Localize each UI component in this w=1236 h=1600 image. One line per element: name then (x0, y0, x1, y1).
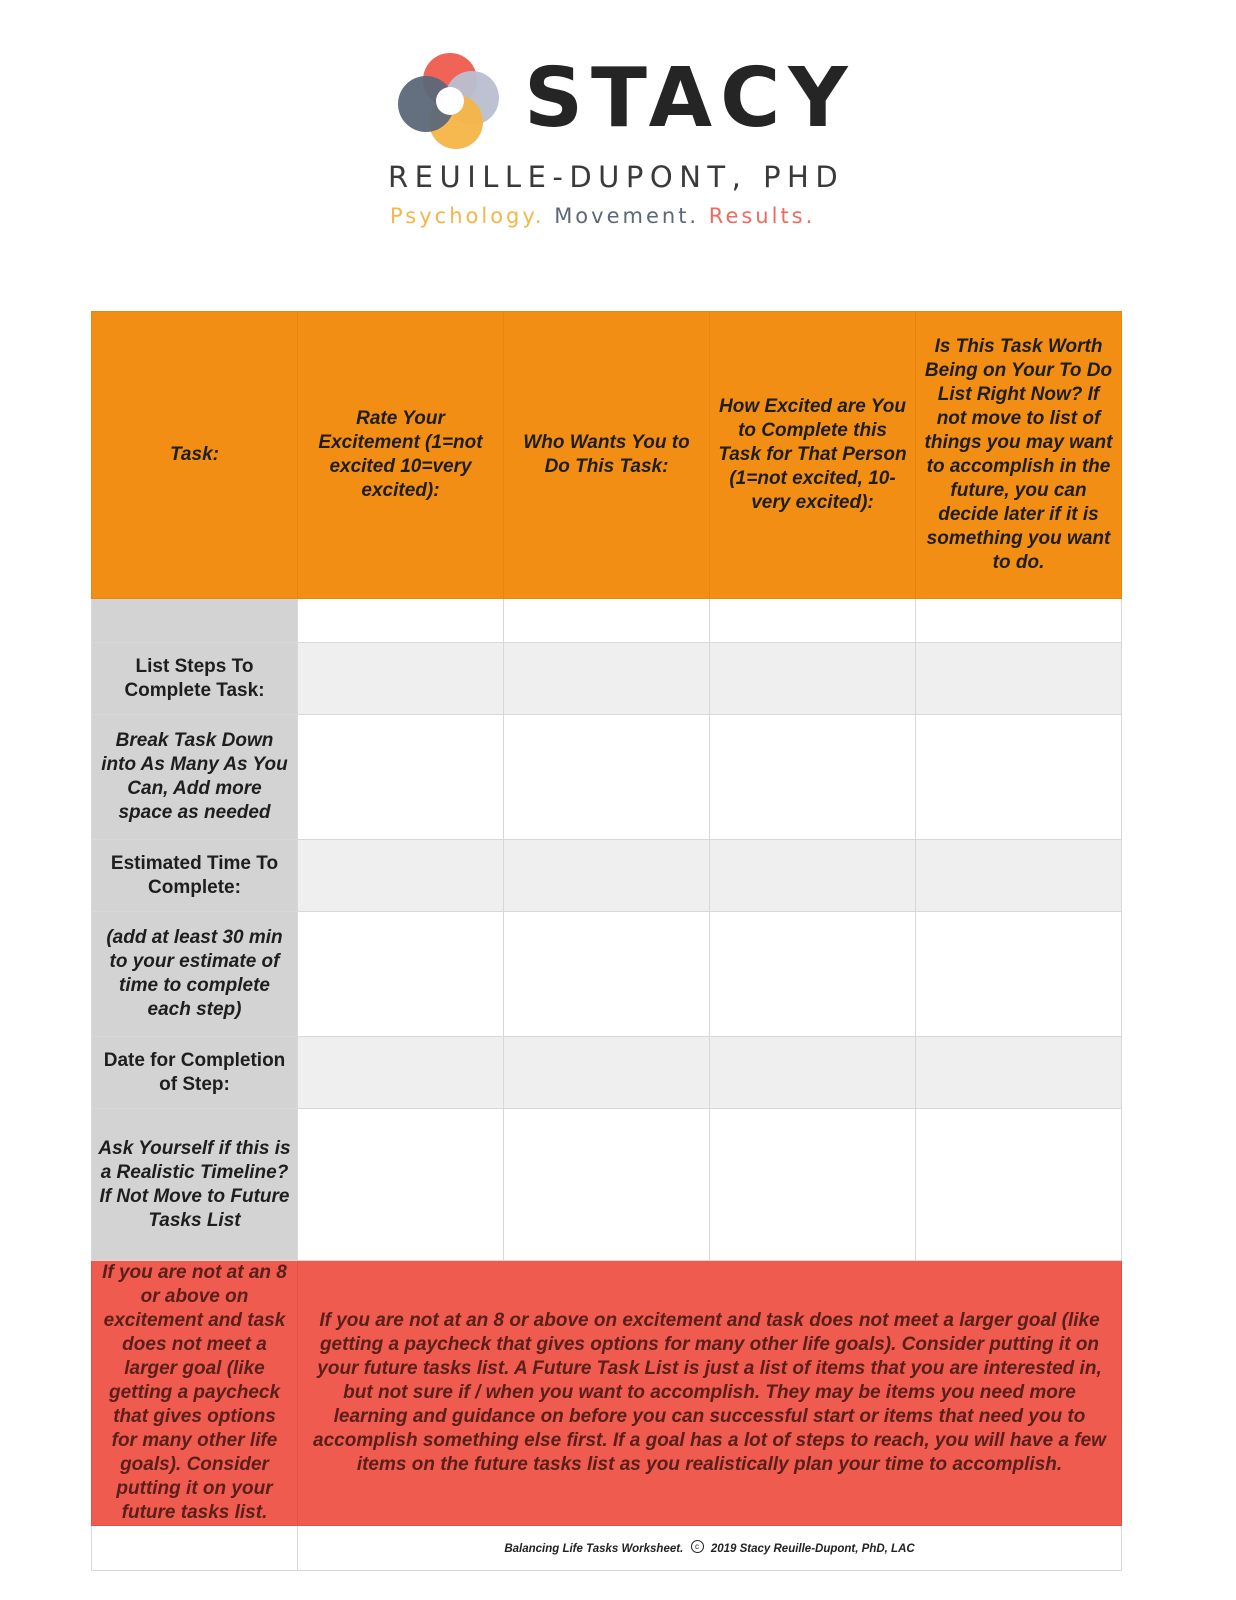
input-cell[interactable] (710, 715, 916, 840)
input-cell[interactable] (916, 1037, 1122, 1109)
footer-title: Balancing Life Tasks Worksheet. (504, 1543, 684, 1555)
row-label: Estimated Time To Complete: (92, 840, 298, 912)
copyright-icon: c (691, 1540, 704, 1553)
table-row (92, 599, 1122, 643)
input-cell[interactable] (504, 643, 710, 715)
input-cell[interactable] (298, 1037, 504, 1109)
input-cell[interactable] (710, 912, 916, 1037)
row-label: List Steps To Complete Task: (92, 643, 298, 715)
input-cell[interactable] (298, 715, 504, 840)
input-cell[interactable] (710, 643, 916, 715)
input-cell[interactable] (916, 715, 1122, 840)
header-excited-for-person: How Excited are You to Complete this Task for That Person (1=not excited, 10-very excited): (710, 312, 916, 599)
footer-cell (298, 1526, 1122, 1571)
header-logo (0, 0, 1236, 260)
header-row (92, 312, 1122, 599)
header-who-wants: Who Wants You to Do This Task: (504, 312, 710, 599)
input-cell[interactable] (298, 840, 504, 912)
row-label: Ask Yourself if this is a Realistic Timeline? If Not Move to Future Tasks List (92, 1109, 298, 1261)
input-cell[interactable] (710, 1109, 916, 1261)
header-worth-it: Is This Task Worth Being on Your To Do List Right Now? If not move to list of things you may want to accomplish in the future, you can decide later if it is something you want to do. (916, 312, 1122, 599)
note-row (92, 1261, 1122, 1526)
input-cell[interactable] (504, 840, 710, 912)
tagline-psychology: Psychology. (390, 204, 545, 228)
row-label: Break Task Down into As Many As You Can, Add more space as needed (92, 715, 298, 840)
note-left: If you are not at an 8 or above on excitement and task does not meet a larger goal (like getting a paycheck that gives options for many other life goals). Consider putting it on your future tasks list. (92, 1261, 298, 1526)
input-cell[interactable] (504, 1109, 710, 1261)
input-cell[interactable] (504, 912, 710, 1037)
input-cell[interactable] (710, 840, 916, 912)
row-label: (add at least 30 min to your estimate of time to complete each step) (92, 912, 298, 1037)
input-cell[interactable] (710, 599, 916, 643)
table-row (92, 1037, 1122, 1109)
tagline-movement: Movement. (554, 204, 700, 228)
row-label (92, 599, 298, 643)
table-row (92, 643, 1122, 715)
input-cell[interactable] (504, 715, 710, 840)
note-future-task-list: If you are not at an 8 or above on excitement and task does not meet a larger goal (like getting a paycheck that gives options for many other life goals). Consider putting it on your future tasks list. A Future Task List is just a list of items that you are interested in, but not sure if / when you want to accomplish. They may be items you need more learning and guidance on before you can successful start or items that need you to accomplish something else first. If a goal has a lot of steps to reach, you will have a few items on the future tasks list as you realistically plan your time to accomplish. (298, 1261, 1122, 1526)
row-label: Date for Completion of Step: (92, 1037, 298, 1109)
header-task: Task: (92, 312, 298, 599)
tagline-results: Results. (708, 204, 816, 228)
brand-tagline (390, 206, 815, 227)
input-cell[interactable] (298, 912, 504, 1037)
interlocking-circles-logo-icon (394, 46, 502, 154)
input-cell[interactable] (916, 643, 1122, 715)
table-row (92, 840, 1122, 912)
worksheet-table (91, 311, 1122, 1571)
input-cell[interactable] (298, 643, 504, 715)
input-cell[interactable] (504, 1037, 710, 1109)
footer-blank-cell (92, 1526, 298, 1571)
footer-row (92, 1526, 1122, 1571)
footer-copyright: 2019 Stacy Reuille-Dupont, PhD, LAC (710, 1543, 915, 1555)
input-cell[interactable] (298, 599, 504, 643)
input-cell[interactable] (504, 599, 710, 643)
brand-name: STACY (524, 51, 856, 146)
brand-subtitle: REUILLE-DUPONT, PHD (388, 160, 845, 194)
table-row (92, 912, 1122, 1037)
input-cell[interactable] (916, 1109, 1122, 1261)
input-cell[interactable] (298, 1109, 504, 1261)
input-cell[interactable] (916, 840, 1122, 912)
table-row (92, 715, 1122, 840)
input-cell[interactable] (710, 1037, 916, 1109)
input-cell[interactable] (916, 912, 1122, 1037)
header-excitement: Rate Your Excitement (1=not excited 10=very excited): (298, 312, 504, 599)
input-cell[interactable] (916, 599, 1122, 643)
table-row (92, 1109, 1122, 1261)
